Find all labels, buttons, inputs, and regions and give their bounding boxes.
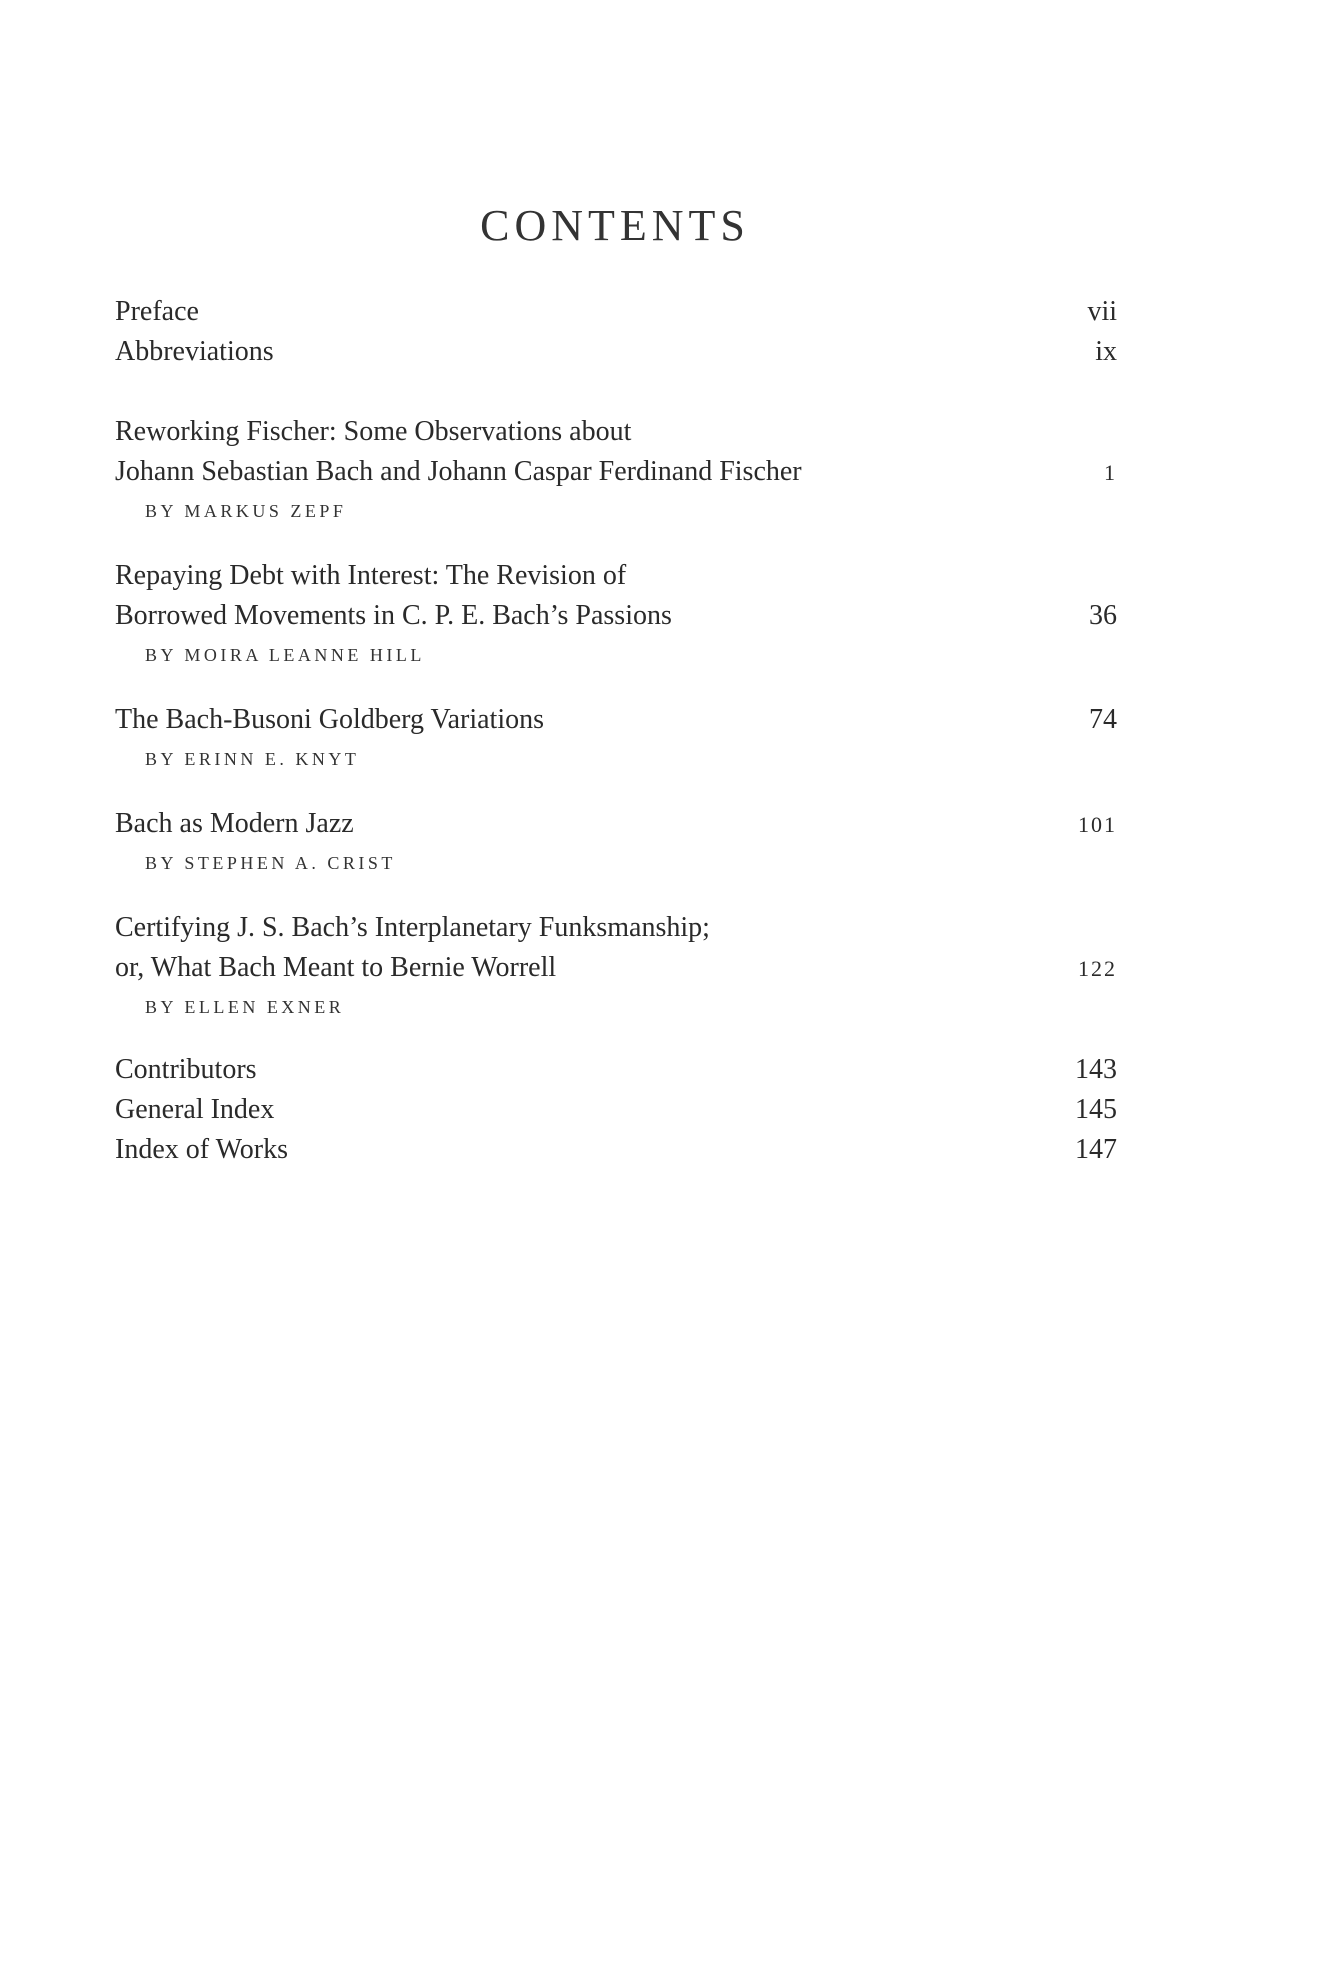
toc-essay-title-line [115, 908, 1117, 948]
toc-essay-exner[interactable] [115, 908, 1117, 1022]
toc-essay-author: BY STEPHEN A. CRIST [145, 853, 396, 873]
toc-entry-page: 74 [1089, 704, 1117, 735]
toc-essay-hill[interactable] [115, 556, 1117, 670]
toc-essay-title-line [115, 948, 1117, 988]
toc-entry-title: Abbreviations [115, 336, 274, 367]
toc-essay-title-line [115, 596, 1117, 636]
toc-essay-crist[interactable] [115, 804, 1117, 878]
toc-entry-index-of-works[interactable] [115, 1130, 1117, 1170]
toc-entry-page: 145 [1075, 1094, 1117, 1125]
toc-entry-title: General Index [115, 1094, 275, 1125]
toc-entry-page: 122 [1078, 956, 1117, 981]
toc-entry-title: Index of Works [115, 1134, 288, 1165]
toc-essay-title-line [115, 700, 1117, 740]
toc-entry-title: Johann Sebastian Bach and Johann Caspar Ferdinand Fischer [115, 456, 802, 487]
toc-essay-author: BY MARKUS ZEPF [145, 501, 347, 521]
toc-entry-contributors[interactable] [115, 1050, 1117, 1090]
toc-entry-page: vii [1087, 296, 1117, 327]
toc-entry-title: Borrowed Movements in C. P. E. Bach’s Passions [115, 600, 672, 631]
toc-entry-title: Repaying Debt with Interest: The Revision of [115, 560, 627, 591]
toc-entry-title: Reworking Fischer: Some Observations about [115, 416, 632, 447]
toc-entry-page: 143 [1075, 1054, 1117, 1085]
front-matter [115, 292, 1117, 372]
toc-essay-title-line [115, 412, 1117, 452]
toc-essay-author: BY ERINN E. KNYT [145, 749, 360, 769]
toc-entry-title: Bach as Modern Jazz [115, 808, 354, 839]
toc-entry-title: or, What Bach Meant to Bernie Worrell [115, 952, 557, 983]
table-of-contents [115, 292, 1117, 1170]
toc-entry-general-index[interactable] [115, 1090, 1117, 1130]
toc-essay-author: BY MOIRA LEANNE HILL [145, 645, 425, 665]
toc-entry-page: ix [1095, 336, 1117, 367]
toc-essay-zepf[interactable] [115, 412, 1117, 526]
toc-entry-page: 1 [1104, 460, 1117, 485]
toc-essay-author: BY ELLEN EXNER [145, 997, 345, 1017]
toc-entry-page: 36 [1089, 600, 1117, 631]
toc-entry-title: The Bach-Busoni Goldberg Variations [115, 704, 545, 735]
page-title: CONTENTS [480, 201, 750, 250]
toc-entry-page: 147 [1075, 1134, 1117, 1165]
toc-entry-title: Preface [115, 296, 199, 327]
toc-essay-title-line [115, 804, 1117, 844]
toc-essay-title-line [115, 556, 1117, 596]
toc-entry-title: Certifying J. S. Bach’s Interplanetary Funksmanship; [115, 912, 710, 943]
back-matter [115, 1050, 1117, 1170]
toc-entry-abbreviations[interactable] [115, 332, 1117, 372]
toc-entry-preface[interactable] [115, 292, 1117, 332]
toc-essay-knyt[interactable] [115, 700, 1117, 774]
toc-essay-title-line [115, 452, 1117, 492]
toc-entry-title: Contributors [115, 1054, 257, 1085]
toc-entry-page: 101 [1078, 812, 1117, 837]
